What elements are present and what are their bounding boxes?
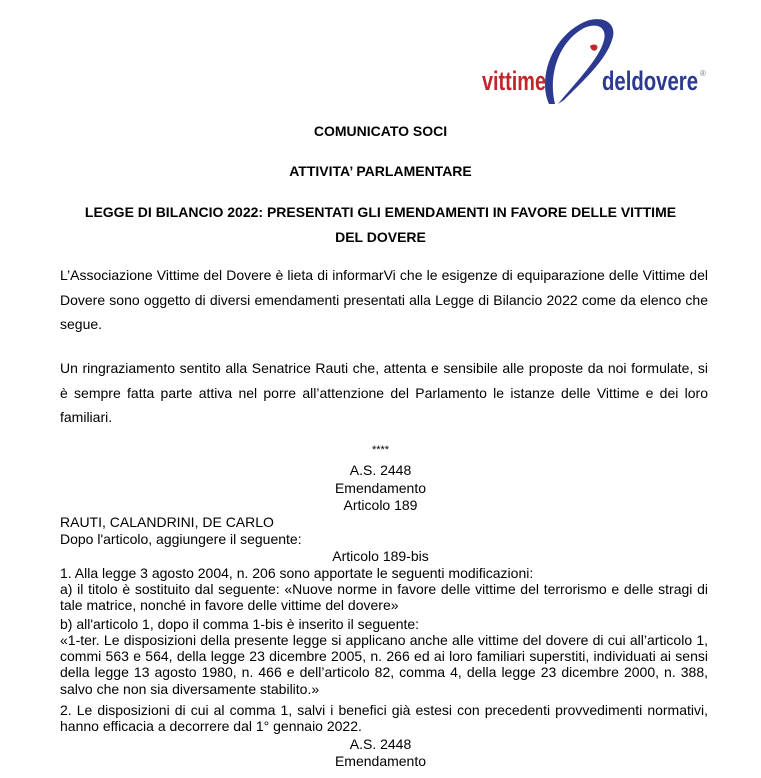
logo-registered-mark: ®: [700, 69, 706, 78]
signers: RAUTI, CALANDRINI, DE CARLO: [60, 514, 274, 530]
instruction: Dopo l'articolo, aggiungere il seguente:: [60, 531, 302, 547]
bill-number: A.S. 2448: [349, 462, 412, 478]
quoted-comma: «1-ter. Le disposizioni della presente legge si applicano anche alle vittime del dovere di cui all’articolo 1, commi 563 e 564, della legge 23 dicembre 2005, n. 266 ed ai loro familiari superstiti, individuati ai sensi della legge 13 agosto 1980, n. 466 e dell’articolo 82, comma 4, della legge 23 dicembre 2000, n. 388, salvo che non sia diversamente stabilito.»: [60, 632, 708, 697]
amendment-type: Emendamento: [334, 480, 427, 496]
next-amendment-type: Emendamento: [334, 753, 427, 769]
separator: ****: [371, 444, 390, 456]
heading-legge-line2: DEL DOVERE: [335, 229, 426, 245]
point-1: 1. Alla legge 3 agosto 2004, n. 206 sono apportate le seguenti modificazioni:: [60, 565, 534, 581]
point-a: a) il titolo è sostituito dal seguente: «Nuove norme in favore delle vittime del terrorismo e delle stragi di tale matrice, nonché in favore delle vittime del dovere»: [60, 581, 708, 614]
logo-right-text: deldovere: [602, 66, 698, 96]
intro-paragraph-2: Un ringraziamento sentito alla Senatrice Rauti che, attenta e sensibile alle proposte da noi formulate, si è sempre fatta parte attiva nel porre all’attenzione del Parlamento le istanze delle Vittime e dei loro familiari.: [60, 360, 708, 425]
amendment-article: Articolo 189: [343, 497, 418, 513]
logo: [476, 16, 710, 116]
point-2: 2. Le disposizioni di cui al comma 1, salvi i benefici già estesi con precedenti provvedimenti normativi, hanno efficacia a decorrere dal 1° gennaio 2022.: [60, 702, 708, 735]
heading-attivita: ATTIVITA’ PARLAMENTARE: [289, 163, 472, 179]
logo-accent-icon: [590, 45, 597, 51]
logo-left-text: vittime: [482, 66, 546, 96]
point-b: b) all'articolo 1, dopo il comma 1-bis è inserito il seguente:: [60, 616, 420, 632]
heading-comunicato: COMUNICATO SOCI: [313, 123, 448, 139]
next-bill-number: A.S. 2448: [349, 736, 412, 752]
new-article: Articolo 189-bis: [332, 548, 429, 564]
intro-paragraph-1: L’Associazione Vittime del Dovere è lieta di informarVi che le esigenze di equiparazione delle Vittime del Dovere sono oggetto di diversi emendamenti presentati alla Legge di Bilancio 2022 come da elenco che segue.: [60, 267, 708, 332]
heading-legge-line1: LEGGE DI BILANCIO 2022: PRESENTATI GLI EMENDAMENTI IN FAVORE DELLE VITTIME: [84, 204, 677, 220]
